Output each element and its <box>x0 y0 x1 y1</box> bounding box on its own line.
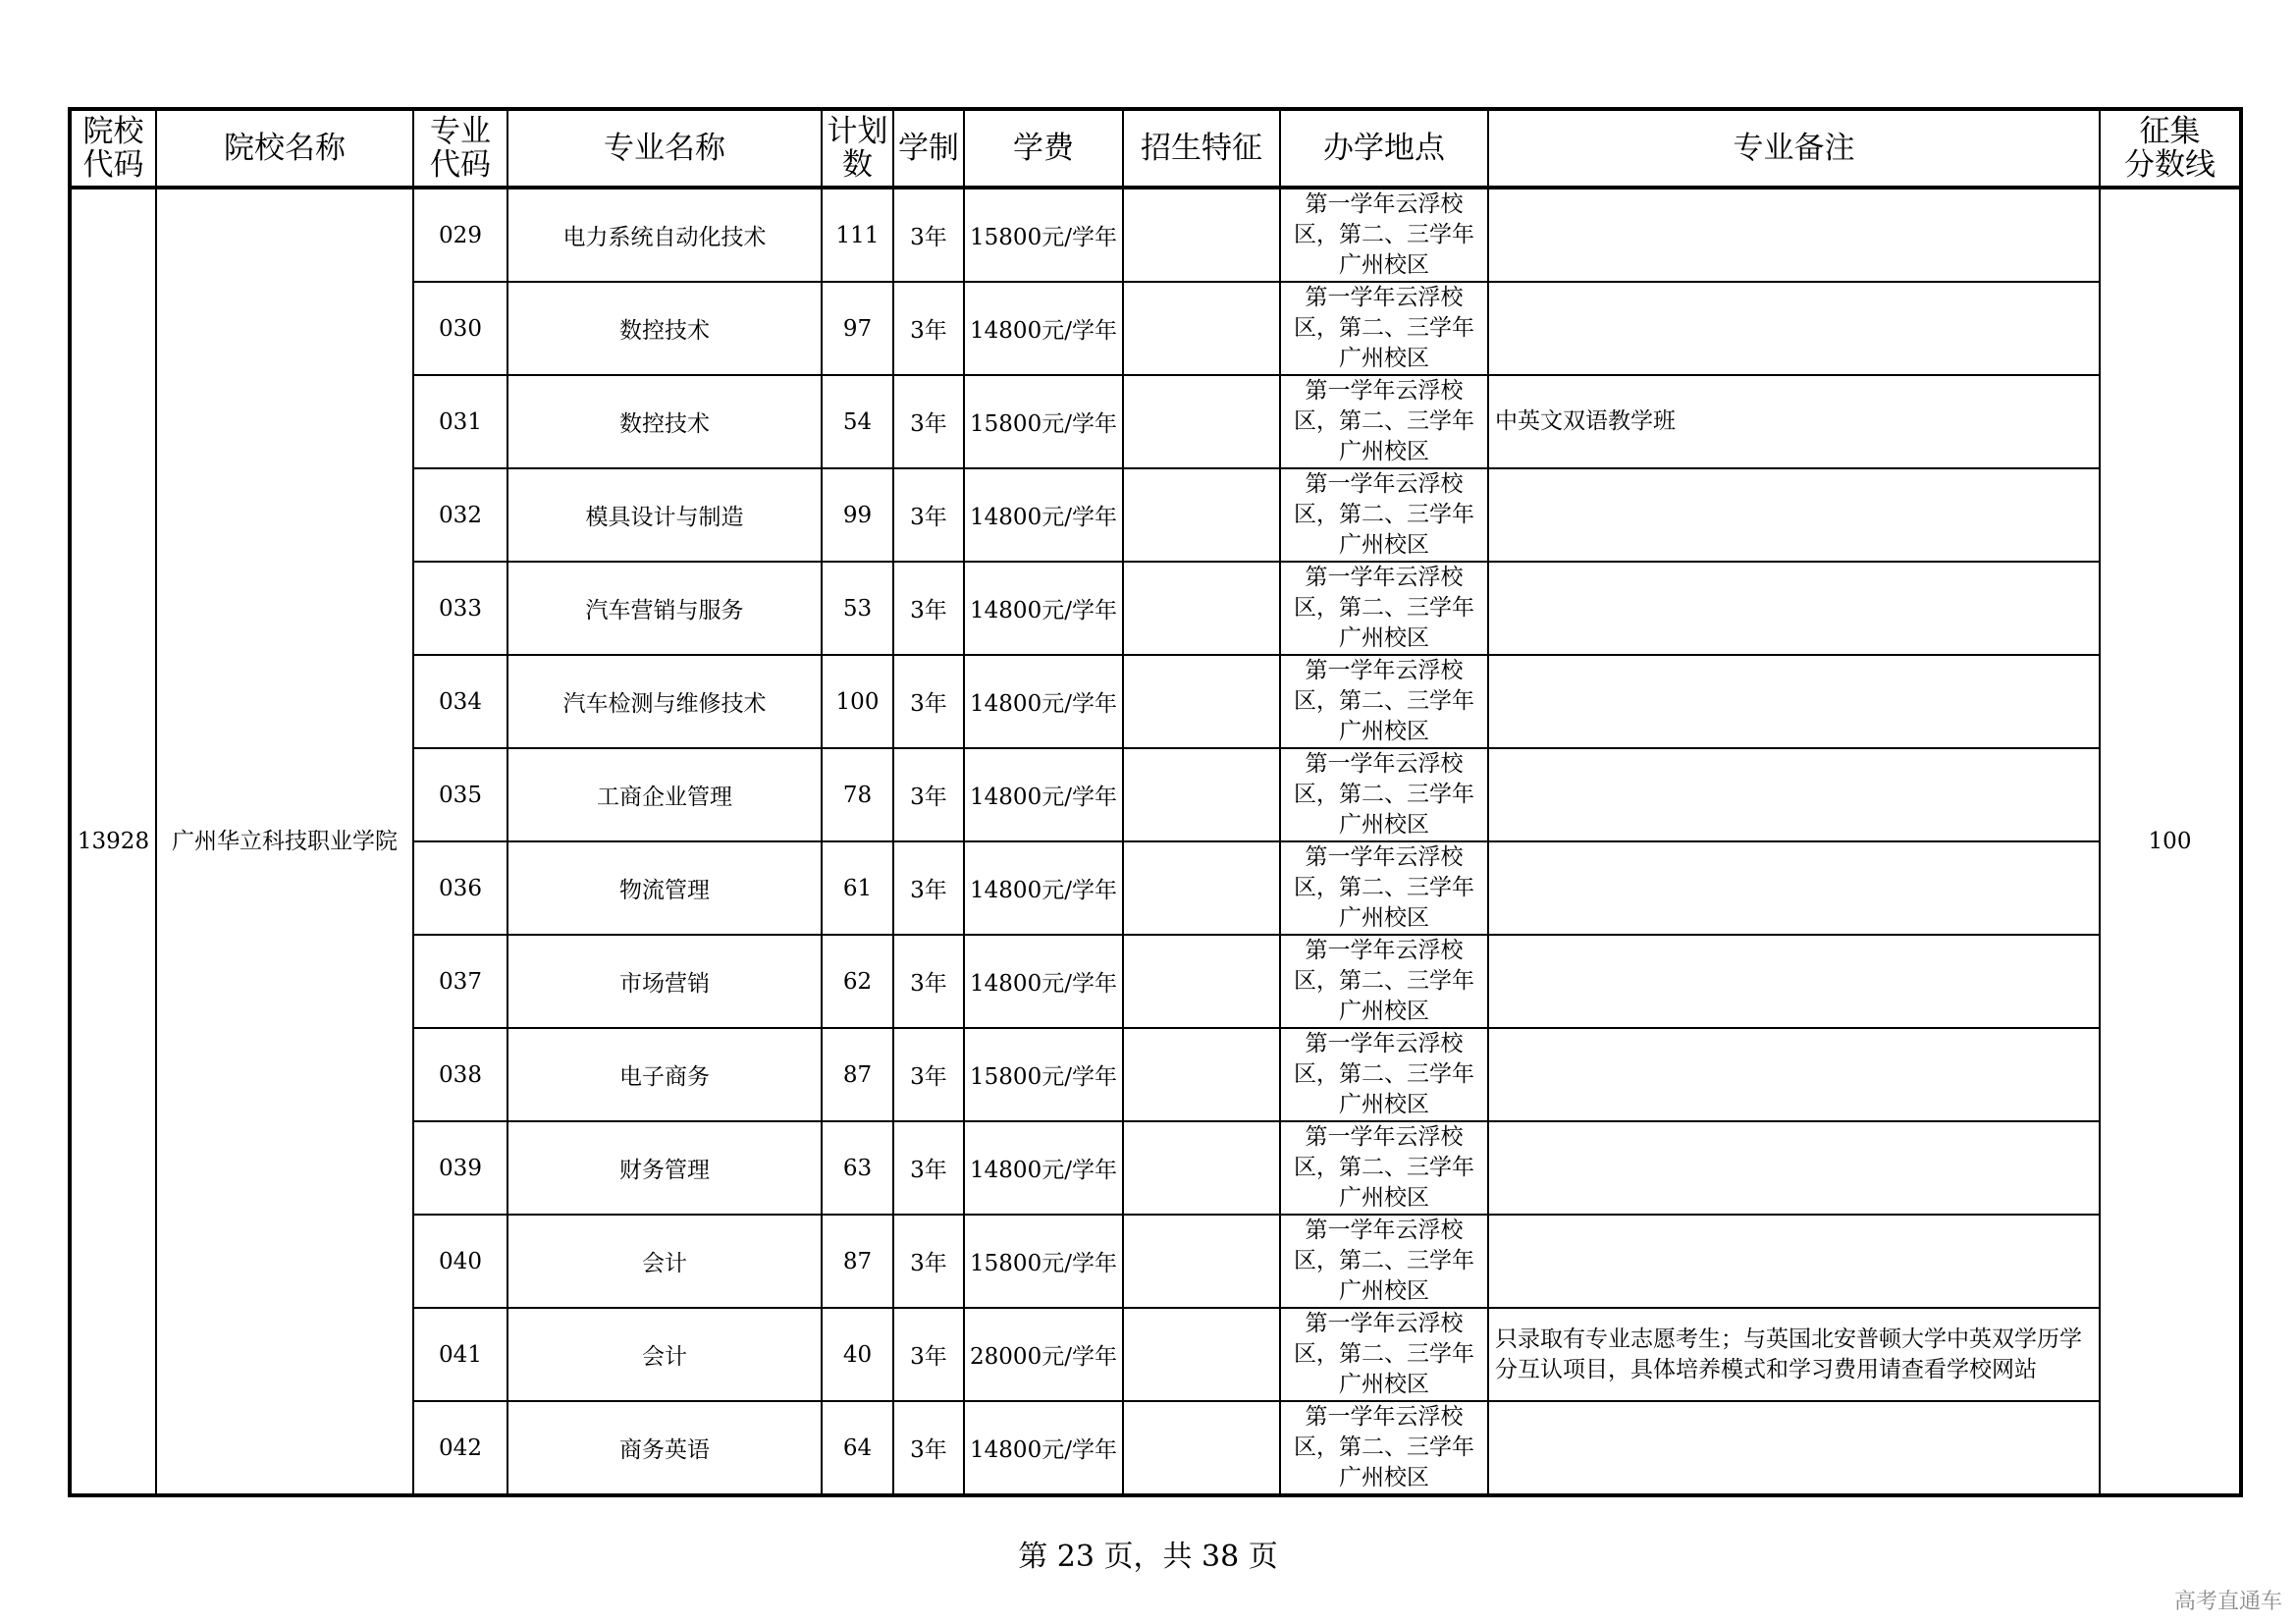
major-code-cell: 029 <box>413 188 507 282</box>
header-major-code: 专业 代码 <box>413 109 507 188</box>
major-code-cell: 042 <box>413 1401 507 1495</box>
feature-cell <box>1123 655 1280 748</box>
years-cell: 3年 <box>893 1401 964 1495</box>
note-cell <box>1488 748 2100 841</box>
major-code-cell: 039 <box>413 1121 507 1215</box>
location-cell: 第一学年云浮校区，第二、三学年广州校区 <box>1280 468 1488 562</box>
note-cell: 只录取有专业志愿考生；与英国北安普顿大学中英双学历学分互认项目，具体培养模式和学习费用请查看学校网站 <box>1488 1308 2100 1401</box>
feature-cell <box>1123 562 1280 655</box>
header-school-name: 院校名称 <box>156 109 413 188</box>
fee-cell: 14800元/学年 <box>964 748 1123 841</box>
location-cell: 第一学年云浮校区，第二、三学年广州校区 <box>1280 1121 1488 1215</box>
major-code-cell: 030 <box>413 282 507 375</box>
major-code-cell: 031 <box>413 375 507 468</box>
plan-cell: 54 <box>822 375 893 468</box>
major-name-cell: 电力系统自动化技术 <box>507 188 822 282</box>
feature-cell <box>1123 282 1280 375</box>
location-cell: 第一学年云浮校区，第二、三学年广州校区 <box>1280 748 1488 841</box>
fee-cell: 15800元/学年 <box>964 1028 1123 1121</box>
header-score: 征集 分数线 <box>2100 109 2241 188</box>
location-cell: 第一学年云浮校区，第二、三学年广州校区 <box>1280 562 1488 655</box>
school-name-cell: 广州华立科技职业学院 <box>156 188 413 1495</box>
note-cell <box>1488 935 2100 1028</box>
years-cell: 3年 <box>893 562 964 655</box>
feature-cell <box>1123 375 1280 468</box>
major-name-cell: 会计 <box>507 1308 822 1401</box>
years-cell: 3年 <box>893 282 964 375</box>
years-cell: 3年 <box>893 1028 964 1121</box>
major-code-cell: 041 <box>413 1308 507 1401</box>
major-code-cell: 032 <box>413 468 507 562</box>
plan-cell: 111 <box>822 188 893 282</box>
fee-cell: 14800元/学年 <box>964 1401 1123 1495</box>
major-name-cell: 商务英语 <box>507 1401 822 1495</box>
major-name-cell: 模具设计与制造 <box>507 468 822 562</box>
plan-cell: 97 <box>822 282 893 375</box>
major-name-cell: 市场营销 <box>507 935 822 1028</box>
major-code-cell: 033 <box>413 562 507 655</box>
feature-cell <box>1123 1028 1280 1121</box>
location-cell: 第一学年云浮校区，第二、三学年广州校区 <box>1280 1401 1488 1495</box>
plan-cell: 53 <box>822 562 893 655</box>
feature-cell <box>1123 935 1280 1028</box>
note-cell <box>1488 1215 2100 1308</box>
location-cell: 第一学年云浮校区，第二、三学年广州校区 <box>1280 375 1488 468</box>
major-code-cell: 036 <box>413 841 507 935</box>
watermark: 高考直通车 <box>2173 1590 2282 1614</box>
feature-cell <box>1123 1308 1280 1401</box>
fee-cell: 14800元/学年 <box>964 468 1123 562</box>
plan-cell: 63 <box>822 1121 893 1215</box>
feature-cell <box>1123 748 1280 841</box>
location-cell: 第一学年云浮校区，第二、三学年广州校区 <box>1280 1308 1488 1401</box>
plan-cell: 62 <box>822 935 893 1028</box>
feature-cell <box>1123 468 1280 562</box>
header-fee: 学费 <box>964 109 1123 188</box>
years-cell: 3年 <box>893 1121 964 1215</box>
note-cell <box>1488 655 2100 748</box>
location-cell: 第一学年云浮校区，第二、三学年广州校区 <box>1280 841 1488 935</box>
plan-cell: 87 <box>822 1215 893 1308</box>
major-name-cell: 汽车营销与服务 <box>507 562 822 655</box>
feature-cell <box>1123 1121 1280 1215</box>
note-cell <box>1488 468 2100 562</box>
fee-cell: 14800元/学年 <box>964 935 1123 1028</box>
plan-cell: 99 <box>822 468 893 562</box>
note-cell <box>1488 1121 2100 1215</box>
plan-cell: 40 <box>822 1308 893 1401</box>
note-cell <box>1488 562 2100 655</box>
major-name-cell: 会计 <box>507 1215 822 1308</box>
major-name-cell: 财务管理 <box>507 1121 822 1215</box>
header-location: 办学地点 <box>1280 109 1488 188</box>
years-cell: 3年 <box>893 748 964 841</box>
location-cell: 第一学年云浮校区，第二、三学年广州校区 <box>1280 655 1488 748</box>
fee-cell: 28000元/学年 <box>964 1308 1123 1401</box>
major-name-cell: 工商企业管理 <box>507 748 822 841</box>
header-school-code: 院校 代码 <box>70 109 156 188</box>
note-cell <box>1488 188 2100 282</box>
feature-cell <box>1123 1215 1280 1308</box>
major-name-cell: 数控技术 <box>507 375 822 468</box>
years-cell: 3年 <box>893 1308 964 1401</box>
feature-cell <box>1123 1401 1280 1495</box>
plan-cell: 64 <box>822 1401 893 1495</box>
note-cell <box>1488 1028 2100 1121</box>
fee-cell: 14800元/学年 <box>964 282 1123 375</box>
note-cell <box>1488 841 2100 935</box>
years-cell: 3年 <box>893 375 964 468</box>
fee-cell: 15800元/学年 <box>964 188 1123 282</box>
plan-cell: 100 <box>822 655 893 748</box>
note-cell <box>1488 282 2100 375</box>
feature-cell <box>1123 188 1280 282</box>
page-footer: 第 23 页，共 38 页 <box>1018 1540 1278 1574</box>
location-cell: 第一学年云浮校区，第二、三学年广州校区 <box>1280 188 1488 282</box>
location-cell: 第一学年云浮校区，第二、三学年广州校区 <box>1280 1215 1488 1308</box>
major-name-cell: 物流管理 <box>507 841 822 935</box>
plan-cell: 78 <box>822 748 893 841</box>
header-row <box>70 109 2241 188</box>
major-name-cell: 电子商务 <box>507 1028 822 1121</box>
major-name-cell: 汽车检测与维修技术 <box>507 655 822 748</box>
admission-table <box>68 107 2243 1497</box>
header-years: 学制 <box>893 109 964 188</box>
major-code-cell: 037 <box>413 935 507 1028</box>
score-cell: 100 <box>2100 188 2241 1495</box>
years-cell: 3年 <box>893 1215 964 1308</box>
school-code-cell: 13928 <box>70 188 156 1495</box>
fee-cell: 14800元/学年 <box>964 841 1123 935</box>
years-cell: 3年 <box>893 188 964 282</box>
major-name-cell: 数控技术 <box>507 282 822 375</box>
fee-cell: 14800元/学年 <box>964 562 1123 655</box>
years-cell: 3年 <box>893 841 964 935</box>
years-cell: 3年 <box>893 935 964 1028</box>
header-plan: 计划 数 <box>822 109 893 188</box>
note-cell: 中英文双语教学班 <box>1488 375 2100 468</box>
major-code-cell: 034 <box>413 655 507 748</box>
feature-cell <box>1123 841 1280 935</box>
location-cell: 第一学年云浮校区，第二、三学年广州校区 <box>1280 935 1488 1028</box>
header-feature: 招生特征 <box>1123 109 1280 188</box>
major-code-cell: 035 <box>413 748 507 841</box>
plan-cell: 61 <box>822 841 893 935</box>
location-cell: 第一学年云浮校区，第二、三学年广州校区 <box>1280 1028 1488 1121</box>
years-cell: 3年 <box>893 655 964 748</box>
major-code-cell: 038 <box>413 1028 507 1121</box>
header-major-name: 专业名称 <box>507 109 822 188</box>
plan-cell: 87 <box>822 1028 893 1121</box>
fee-cell: 15800元/学年 <box>964 375 1123 468</box>
fee-cell: 14800元/学年 <box>964 655 1123 748</box>
fee-cell: 14800元/学年 <box>964 1121 1123 1215</box>
major-code-cell: 040 <box>413 1215 507 1308</box>
fee-cell: 15800元/学年 <box>964 1215 1123 1308</box>
note-cell <box>1488 1401 2100 1495</box>
table-row <box>70 188 2241 282</box>
header-note: 专业备注 <box>1488 109 2100 188</box>
years-cell: 3年 <box>893 468 964 562</box>
location-cell: 第一学年云浮校区，第二、三学年广州校区 <box>1280 282 1488 375</box>
